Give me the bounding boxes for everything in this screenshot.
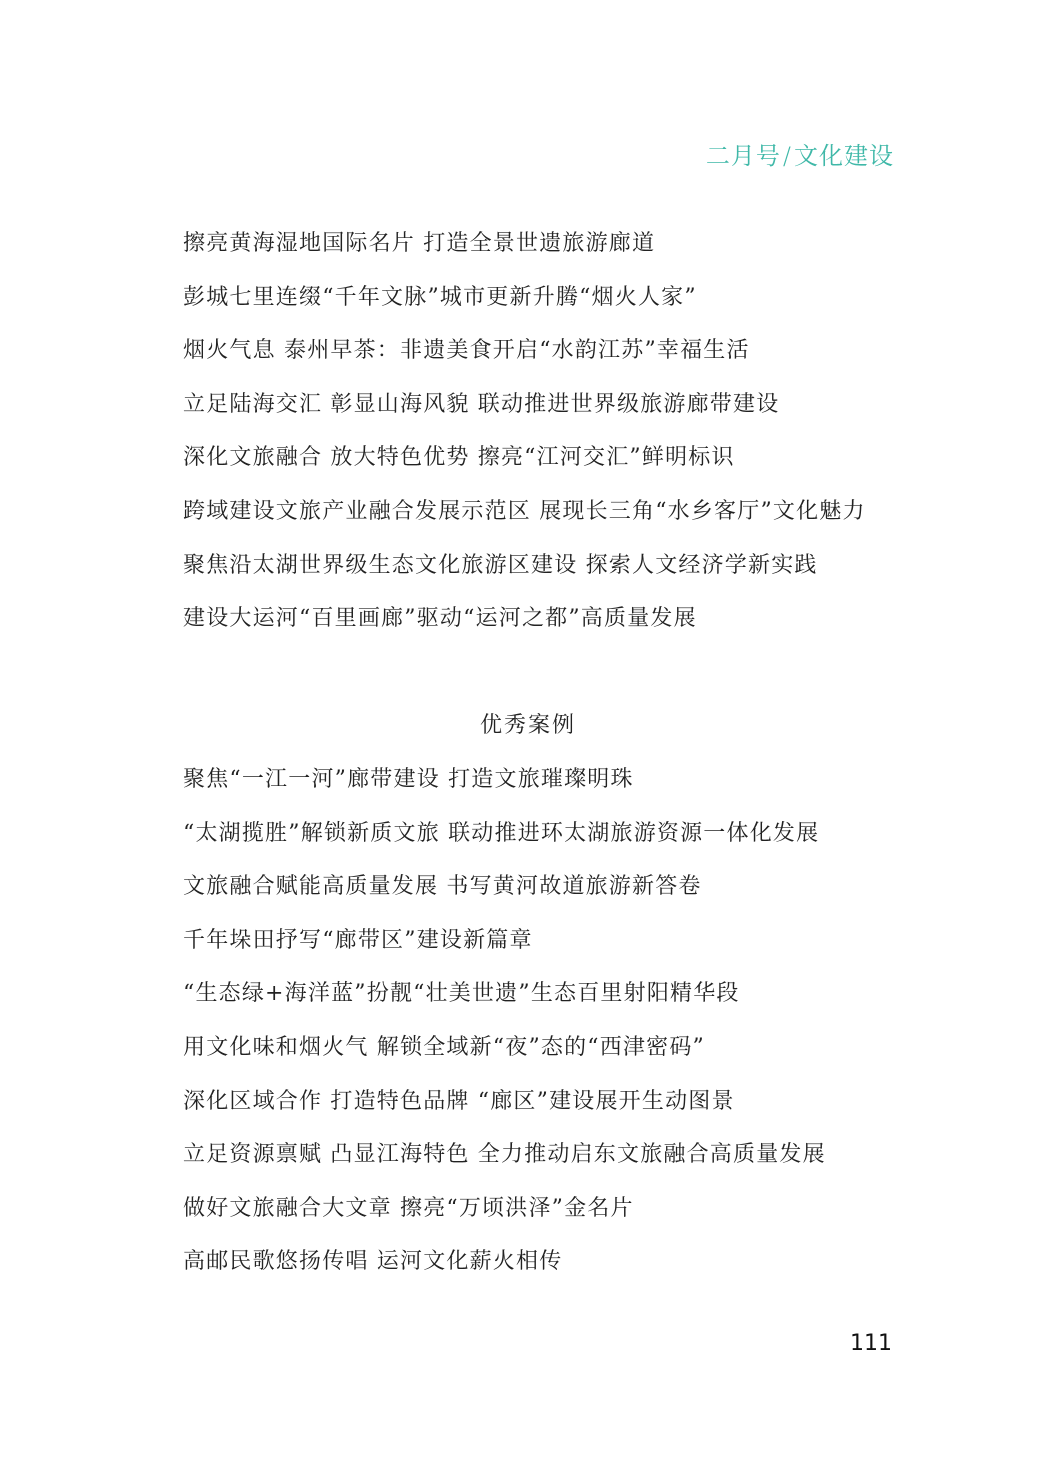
- article-list-main: [183, 217, 906, 646]
- article-title: 擦亮黄海湿地国际名片 打造全景世遗旅游廊道: [183, 231, 656, 256]
- page-number: 111: [850, 1331, 892, 1356]
- article-title: 立足陆海交汇 彰显山海风貌 联动推进世界级旅游廊带建设: [183, 391, 780, 417]
- case-title: 深化区域合作 打造特色品牌 “廊区”建设展开生动图景: [183, 1088, 735, 1114]
- article-title: 跨域建设文旅产业融合发展示范区 展现长三角“水乡客厅”文化魅力: [183, 498, 866, 524]
- article-title: 彭城七里连缀“千年文脉”城市更新升腾“烟火人家”: [183, 284, 697, 310]
- article-title: 深化文旅融合 放大特色优势 擦亮“江河交汇”鲜明标识: [183, 445, 735, 471]
- case-title: 用文化味和烟火气 解锁全域新“夜”态的“西津密码”: [183, 1034, 705, 1060]
- article-title: 聚焦沿太湖世界级生态文化旅游区建设 探索人文经济学新实践: [183, 552, 818, 578]
- case-title: 文旅融合赋能高质量发展 书写黄河故道旅游新答卷: [183, 874, 702, 900]
- section-title: 优秀案例: [479, 713, 576, 738]
- article-title: 建设大运河“百里画廊”驱动“运河之都”高质量发展: [183, 606, 697, 632]
- case-title: “太湖揽胜”解锁新质文旅 联动推进环太湖旅游资源一体化发展: [183, 820, 820, 846]
- header-separator: /: [782, 142, 792, 170]
- issue-label: 二月号: [705, 142, 781, 170]
- column-label: 文化建设: [794, 142, 894, 170]
- case-title: 立足资源禀赋 凸显江海特色 全力推动启东文旅融合高质量发展: [183, 1142, 826, 1168]
- case-title: 做好文旅融合大文章 擦亮“万顷洪泽”金名片: [183, 1195, 634, 1221]
- article-list-cases: [183, 753, 906, 1289]
- running-header: [706, 136, 894, 171]
- case-title: “生态绿+海洋蓝”扮靓“壮美世遗”生态百里射阳精华段: [183, 981, 740, 1007]
- case-title: 聚焦“一江一河”廊带建设 打造文旅璀璨明珠: [183, 767, 634, 792]
- case-title: 高邮民歌悠扬传唱 运河文化薪火相传: [183, 1249, 563, 1275]
- article-title: 烟火气息 泰州早茶：非遗美食开启“水韵江苏”幸福生活: [183, 338, 750, 364]
- case-title: 千年垛田抒写“廊带区”建设新篇章: [183, 927, 533, 953]
